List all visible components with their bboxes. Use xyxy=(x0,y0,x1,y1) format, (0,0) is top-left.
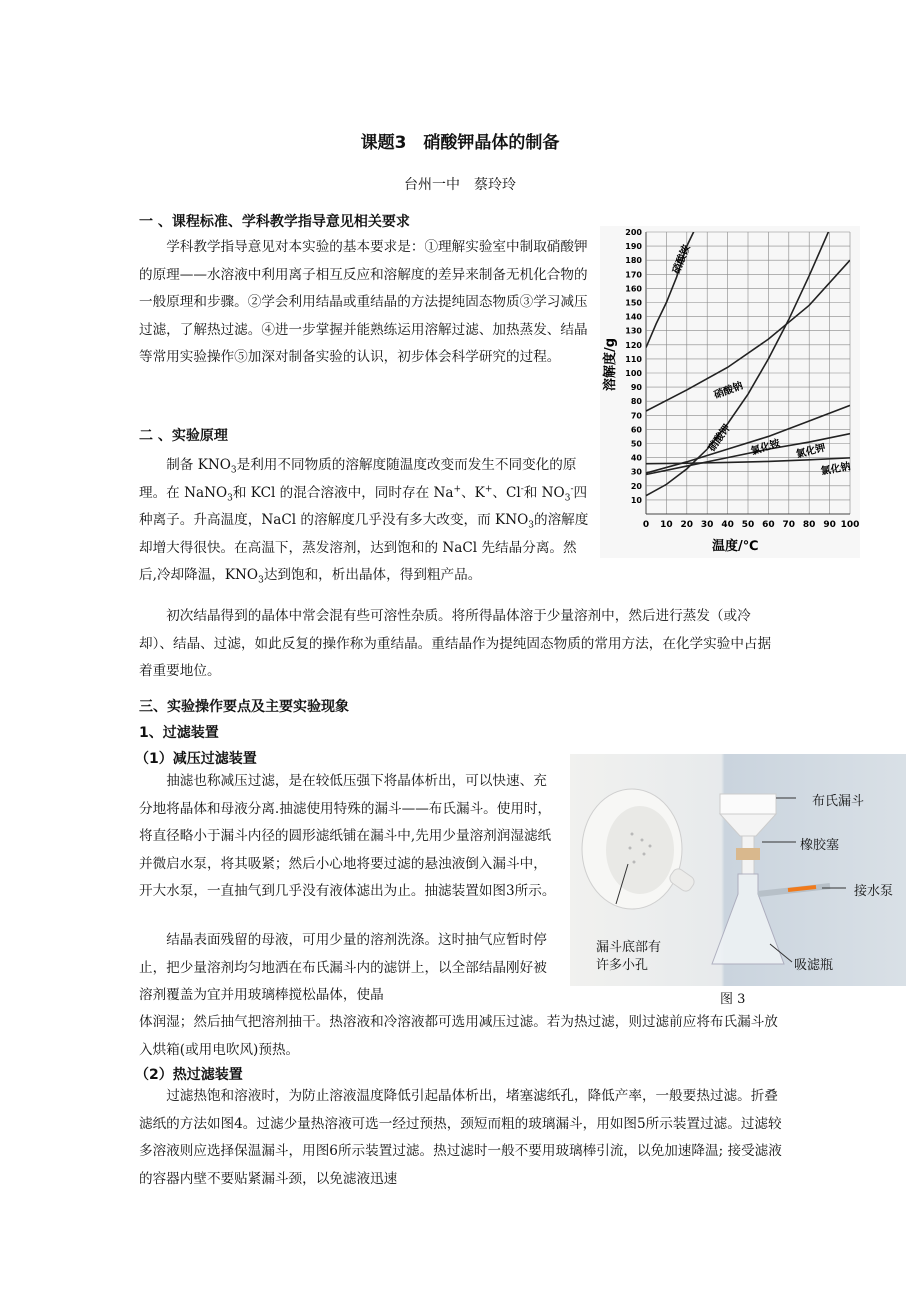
y-tick-label: 100 xyxy=(625,369,642,378)
y-tick-label: 70 xyxy=(630,411,642,421)
y-tick-label: 110 xyxy=(625,354,642,364)
label-funnel-holes-line-2: 许多小孔 xyxy=(596,958,649,973)
x-tick-label: 90 xyxy=(823,520,836,530)
figure-3-photo xyxy=(570,754,906,986)
section-2-heading: 二 、实验原理 xyxy=(139,428,228,444)
y-tick-label: 120 xyxy=(625,340,642,350)
y-tick-label: 160 xyxy=(625,284,642,294)
filtration-paragraph-2b: 体润湿；然后抽气把溶剂抽干。热溶液和冷溶液都可选用减压过滤。若为热过滤，则过滤前应将布氏漏斗放入烘箱(或用电吹风)预热。 xyxy=(139,1014,778,1058)
y-tick-label: 20 xyxy=(630,481,642,491)
x-tick-label: 20 xyxy=(680,520,694,530)
text-run: 四种离子。升高温度，NaCl 的溶解度几乎没有多大改变，而 KNO xyxy=(139,484,588,529)
section-3-heading: 三、实验操作要点及主要实验现象 xyxy=(139,699,349,715)
label-suction-flask: 吸滤瓶 xyxy=(794,958,834,973)
x-tick-label: 60 xyxy=(762,520,775,530)
series-label: 氯化钠 xyxy=(820,461,852,478)
text-run: 制备 KNO xyxy=(166,457,231,473)
text-run: 、K xyxy=(461,484,485,501)
label-funnel-holes-line-1: 漏斗底部有 xyxy=(596,940,662,955)
superscript: + xyxy=(484,484,493,495)
section-2-paragraph-2: 初次结晶得到的晶体中常会混有些可溶性杂质。将所得晶体溶于少量溶剂中，然后进行蒸发（或冷却）、结晶、过滤，如此反复的操作称为重结晶。重结晶作为提纯固态物质的常用方法，在化学实验中占据着重要地位。 xyxy=(139,608,772,680)
y-tick-label: 60 xyxy=(630,425,642,435)
superscript: - xyxy=(520,484,524,495)
filtration-paragraph-2a: 结晶表面残留的母液，可用少量的溶剂洗涤。这时抽气应暂时停止，把少量溶剂均匀地洒在布氏漏斗内的滤饼上，以全部结晶刚好被溶剂覆盖为宜并用玻璃棒搅松晶体，使晶 xyxy=(139,932,547,1004)
subscript: 3 xyxy=(227,493,233,504)
text-run: 达到饱和，析出晶体，得到粗产品。 xyxy=(263,567,482,584)
label-rubber-stopper: 橡胶塞 xyxy=(800,838,840,853)
subsection-1-heading: 1、过滤装置 xyxy=(139,725,219,741)
y-tick-label: 140 xyxy=(625,312,642,322)
series-label: 硝酸钠 xyxy=(712,380,745,402)
principle-text-block xyxy=(139,452,591,590)
y-tick-label: 190 xyxy=(625,242,642,252)
text-run: 、Cl xyxy=(492,484,521,501)
x-tick-label: 0 xyxy=(642,520,650,530)
chart-y-axis-label: 溶解度/g xyxy=(603,337,618,391)
section-1-heading: 一 、课程标准、学科教学指导意见相关要求 xyxy=(139,214,410,230)
subscript: 3 xyxy=(230,465,237,476)
y-tick-label: 150 xyxy=(625,298,642,308)
author-line: 台州一中 蔡玲玲 xyxy=(404,177,516,193)
label-buchner-funnel: 布氏漏斗 xyxy=(812,794,865,809)
y-tick-label: 90 xyxy=(630,383,642,393)
series-label: 硝酸铵 xyxy=(671,243,693,276)
y-tick-label: 200 xyxy=(625,228,642,237)
y-tick-label: 80 xyxy=(630,397,642,407)
y-tick-label: 170 xyxy=(625,270,642,280)
series-label: 氯化钾 xyxy=(795,442,827,461)
text-run: 和 KCl 的混合溶液中，同时存在 Na xyxy=(232,484,454,501)
subscript: 3 xyxy=(528,520,534,531)
y-tick-label: 40 xyxy=(630,453,642,463)
figure-3-caption: 图 3 xyxy=(720,992,746,1007)
section-1-paragraph: 学科教学指导意见对本实验的基本要求是：①理解实验室中制取硝酸钾的原理——水溶液中利用离子相互反应和溶解度的差异来制备无机化合物的一般原理和步骤。②学会利用结晶或重结晶的方法提纯固态物质③学习减压过滤，了解热过滤。④进一步掌握并能熟练运用溶解过滤、加热蒸发、结晶等常用实验操作⑤加深对制备实验的认识，初步体会科学研究的过程。 xyxy=(139,239,588,366)
y-tick-label: 180 xyxy=(625,256,642,266)
page-title: 课题3 硝酸钾晶体的制备 xyxy=(360,133,560,153)
y-tick-label: 10 xyxy=(630,495,642,505)
label-water-pump: 接水泵 xyxy=(854,884,894,899)
x-tick-label: 40 xyxy=(721,520,734,530)
subscript: 3 xyxy=(564,493,571,504)
superscript: - xyxy=(570,484,574,495)
chart-x-axis-label: 温度/℃ xyxy=(712,539,759,554)
subsection-1-2-heading: （2）热过滤装置 xyxy=(135,1067,243,1083)
y-tick-label: 50 xyxy=(630,439,642,449)
text-run: 和 NO xyxy=(523,484,565,501)
x-tick-label: 50 xyxy=(741,520,755,530)
x-tick-label: 80 xyxy=(802,520,816,530)
x-tick-label: 10 xyxy=(660,520,673,530)
section-2-paragraph-1 xyxy=(139,452,784,590)
text-run: 是利用不同物质的溶解度随温度改变而发生不同变化的原理。在 NaNO xyxy=(139,457,577,501)
series-label: 氯化铵 xyxy=(749,437,782,458)
text-run: 的溶解度却增大得很快。在高温下，蒸发溶剂，达到饱和的 NaCl 先结晶分离。然后,冷却降温，KNO xyxy=(139,512,589,584)
x-tick-label: 30 xyxy=(700,520,714,530)
superscript: + xyxy=(453,484,462,495)
y-tick-label: 30 xyxy=(630,467,642,477)
subsection-1-1-heading: （1）减压过滤装置 xyxy=(135,751,257,767)
filtration-paragraph-1: 抽滤也称减压过滤，是在较低压强下将晶体析出，可以快速、充分地将晶体和母液分离.抽滤使用特殊的漏斗——布氏漏斗。使用时，将直径略小于漏斗内径的圆形滤纸铺在漏斗中,先用少量溶剂润湿滤纸并微启水泵，将其吸紧；然后小心地将要过滤的悬浊液倒入漏斗中，开大水泵，一直抽气到几乎没有液体滤出为止。抽滤装置如图3所示。 xyxy=(139,773,556,900)
subscript: 3 xyxy=(258,576,264,587)
x-tick-label: 70 xyxy=(782,520,796,530)
hot-filtration-paragraph: 过滤热饱和溶液时，为防止溶液温度降低引起晶体析出，堵塞滤纸孔，降低产率，一般要热过滤。折叠滤纸的方法如图4。过滤少量热溶液可选一经过预热，颈短而粗的玻璃漏斗，用如图5所示装置过滤。过滤较多溶液则应选择保温漏斗，用图6所示装置过滤。热过滤时一般不要用玻璃棒引流，以免加速降温; 接受滤液的容器内壁不要贴紧漏斗颈，以免滤液迅速 xyxy=(139,1088,782,1187)
series-label: 硝酸钾 xyxy=(706,422,733,454)
x-tick-label: 100 xyxy=(840,520,860,530)
y-tick-label: 130 xyxy=(625,326,642,336)
